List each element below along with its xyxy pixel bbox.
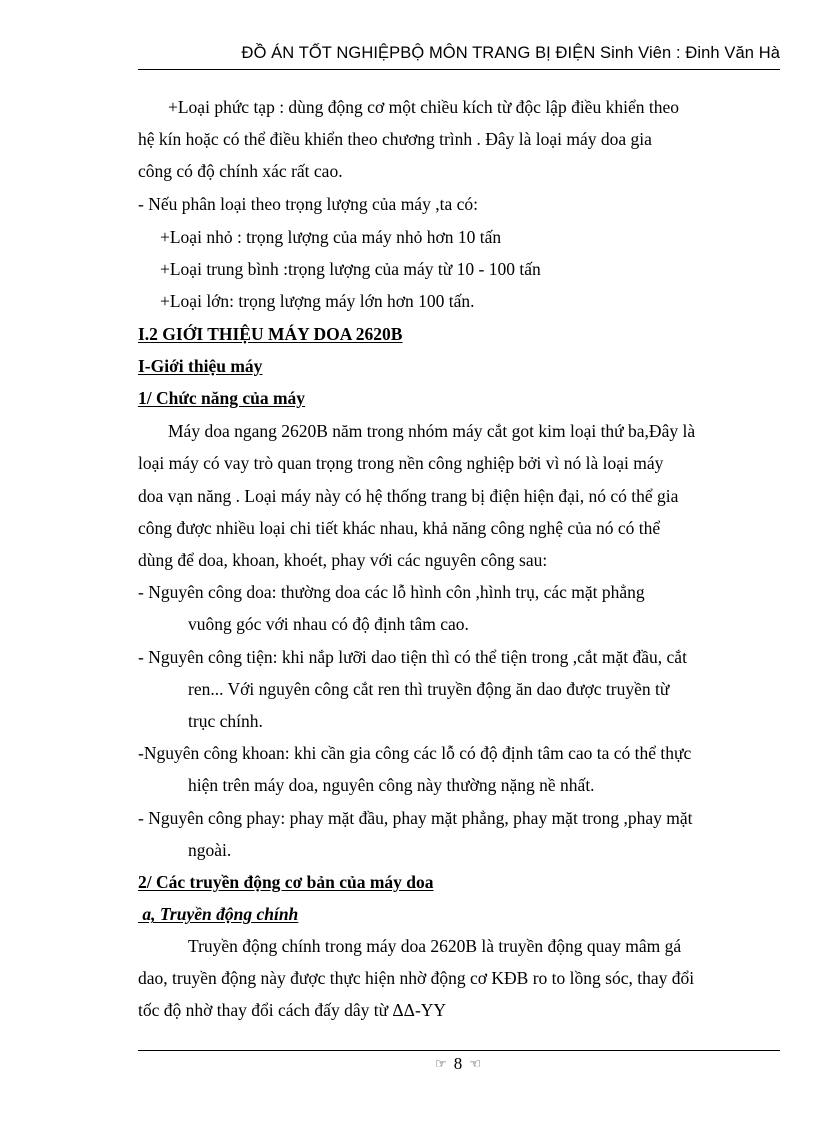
header-rule	[138, 69, 780, 70]
list-item: -Nguyên công khoan: khi cần gia công các lỗ có độ định tâm cao ta có thể thực	[138, 743, 692, 763]
page-footer	[0, 1054, 816, 1074]
list-item-continuation: hiện trên máy doa, nguyên công này thường nặng nề nhất.	[188, 775, 595, 795]
list-item: +Loại nhỏ : trọng lượng của máy nhỏ hơn 10 tấn	[160, 227, 502, 247]
paragraph-line: dao, truyền động này được thực hiện nhờ động cơ KĐB ro to lồng sóc, thay đổi	[138, 968, 695, 988]
paragraph-line: +Loại phức tạp : dùng động cơ một chiều kích từ độc lập điều khiển theo	[168, 97, 679, 117]
paragraph-line: loại máy có vay trò quan trọng trong nền công nghiệp bởi vì nó là loại máy	[138, 453, 664, 473]
paragraph-line: công có độ chính xác rất cao.	[138, 161, 343, 181]
paragraph-line: Truyền động chính trong máy doa 2620B là truyền động quay mâm gá	[188, 936, 682, 956]
subsection-heading: a, Truyền động chính	[138, 904, 299, 924]
paragraph-line: tốc độ nhờ thay đổi cách đấy dây từ ΔΔ-YY	[138, 1000, 447, 1020]
paragraph-line: doa vạn năng . Loại máy này có hệ thống trang bị điện hiện đại, nó có thể gia	[138, 486, 679, 506]
paragraph-line: dùng để doa, khoan, khoét, phay với các nguyên công sau:	[138, 550, 548, 570]
paragraph-line: Máy doa ngang 2620B năm trong nhóm máy cắt got kim loại thứ ba,Đây là	[168, 421, 696, 441]
pointing-hand-left-icon: ☞	[434, 1056, 447, 1071]
list-item-continuation: ren... Với nguyên công cắt ren thì truyền động ăn dao được truyền từ	[188, 679, 670, 699]
paragraph-line: hệ kín hoặc có thể điều khiển theo chương trình . Đây là loại máy doa gia	[138, 129, 652, 149]
list-item: +Loại trung bình :trọng lượng của máy từ 10 - 100 tấn	[160, 259, 541, 279]
list-item: - Nguyên công tiện: khi nắp lưỡi dao tiện thì có thể tiện trong ,cắt mặt đầu, cắt	[138, 647, 687, 667]
list-item: +Loại lớn: trọng lượng máy lớn hơn 100 tấn.	[160, 291, 475, 311]
footer-rule	[138, 1050, 780, 1051]
list-item-continuation: vuông góc với nhau có độ định tâm cao.	[188, 614, 469, 634]
list-item-continuation: ngoài.	[188, 840, 232, 860]
list-item: - Nguyên công phay: phay mặt đầu, phay mặt phẳng, phay mặt trong ,phay mặt	[138, 808, 693, 828]
paragraph-line: - Nếu phân loại theo trọng lượng của máy ,ta có:	[138, 194, 478, 214]
page-header: ĐỒ ÁN TỐT NGHIỆPBỘ MÔN TRANG BỊ ĐIỆN Sinh Viên : Đinh Văn Hà	[241, 44, 780, 62]
subsection-heading: I-Giới thiệu máy	[138, 356, 263, 376]
section-heading: I.2 GIỚI THIỆU MÁY DOA 2620B	[138, 324, 403, 344]
subsection-heading: 2/ Các truyền động cơ bản của máy doa	[138, 872, 434, 892]
list-item-continuation: trục chính.	[188, 711, 263, 731]
paragraph-line: công được nhiều loại chi tiết khác nhau, khả năng công nghệ của nó có thể	[138, 518, 661, 538]
subsection-heading: 1/ Chức năng của máy	[138, 388, 306, 408]
pointing-hand-right-icon: ☜	[469, 1056, 482, 1071]
list-item: - Nguyên công doa: thường doa các lỗ hình côn ,hình trụ, các mặt phẳng	[138, 582, 645, 602]
page-number: 8	[453, 1054, 463, 1073]
